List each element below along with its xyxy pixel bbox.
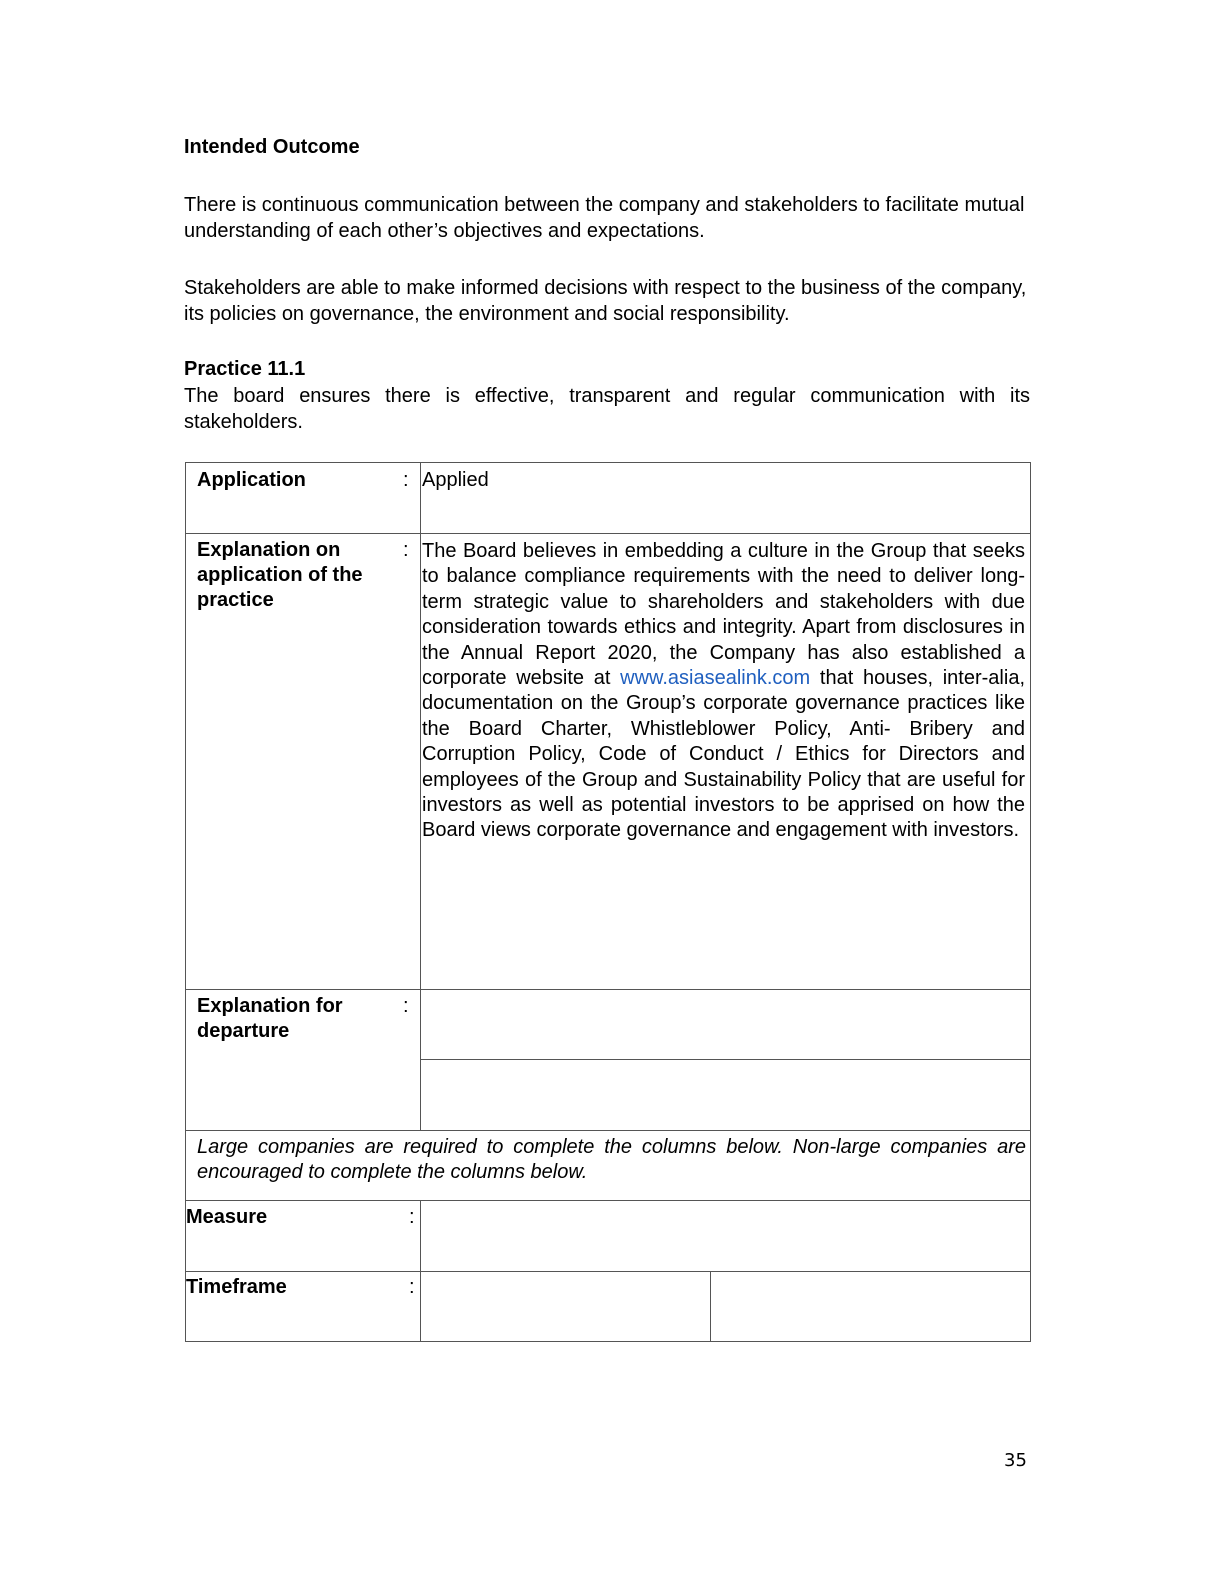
corporate-website-link[interactable]: www.asiasealink.com <box>620 667 811 690</box>
measure-colon: : <box>409 1206 415 1228</box>
departure-label-line-1: Explanation for <box>197 995 343 1017</box>
intended-outcome-paragraph-2: Stakeholders are able to make informed decisions with respect to the business of the company, its policies on governance, the environment and social responsibility. <box>184 277 1027 325</box>
row-divider-measure <box>185 1271 1031 1272</box>
explanation-text <box>422 539 1025 844</box>
explanation-label-line-2: application of the <box>197 564 363 586</box>
table-border-right <box>1030 462 1031 1342</box>
row-divider-explanation <box>185 989 1031 990</box>
application-label: Application <box>197 469 306 491</box>
explanation-colon: : <box>403 539 409 561</box>
row-divider-departure <box>185 1130 1031 1131</box>
practice-table <box>185 462 1031 1342</box>
departure-label-line-2: departure <box>197 1020 290 1042</box>
explanation-label-line-1: Explanation on <box>197 539 341 561</box>
large-companies-note: Large companies are required to complete the columns below. Non-large companies are encouraged to complete the columns below. <box>197 1136 1026 1183</box>
application-value: Applied <box>422 469 489 491</box>
measure-label: Measure <box>186 1206 268 1228</box>
departure-colon: : <box>403 995 409 1017</box>
table-border-bottom <box>185 1341 1031 1342</box>
table-column-divider-upper <box>420 462 421 1130</box>
timeframe-colon: : <box>409 1276 415 1298</box>
row-divider-departure-inner <box>420 1059 1031 1060</box>
practice-heading: Practice 11.1 <box>184 358 306 380</box>
application-colon: : <box>403 469 409 491</box>
explanation-text-part-2: that houses, inter-alia, documentation on the Group’s corporate governance practices like the Board Charter, Whistleblower Policy, Anti- Bribery and Corruption Policy, Code of Conduct / Ethics for Directors and employees of the Group and Sustainability Policy that are useful for investors as well as potential investors to be apprised on how the Board views corporate governance and engagement with investors. <box>422 667 1025 842</box>
explanation-label-line-3: practice <box>197 589 274 611</box>
intended-outcome-paragraph-1: There is continuous communication between the company and stakeholders to facilitate mutual understanding of each other’s objectives and expectations. <box>184 194 1025 242</box>
row-divider-application <box>185 533 1031 534</box>
timeframe-label: Timeframe <box>186 1276 287 1298</box>
practice-text: The board ensures there is effective, transparent and regular communication with its stakeholders. <box>184 385 1030 433</box>
explanation-text-part-1: The Board believes in embedding a culture in the Group that seeks to balance compliance requirements with the need to deliver long-term strategic value to shareholders and stakeholders with due consideration towards ethics and integrity. Apart from disclosures in the Annual Report 2020, the Company has also established a corporate website at <box>422 540 1025 690</box>
row-divider-note <box>185 1200 1031 1201</box>
page-number: 35 <box>1004 1450 1027 1471</box>
timeframe-column-divider <box>710 1271 711 1342</box>
intended-outcome-heading: Intended Outcome <box>184 136 360 158</box>
table-border-top <box>185 462 1031 463</box>
